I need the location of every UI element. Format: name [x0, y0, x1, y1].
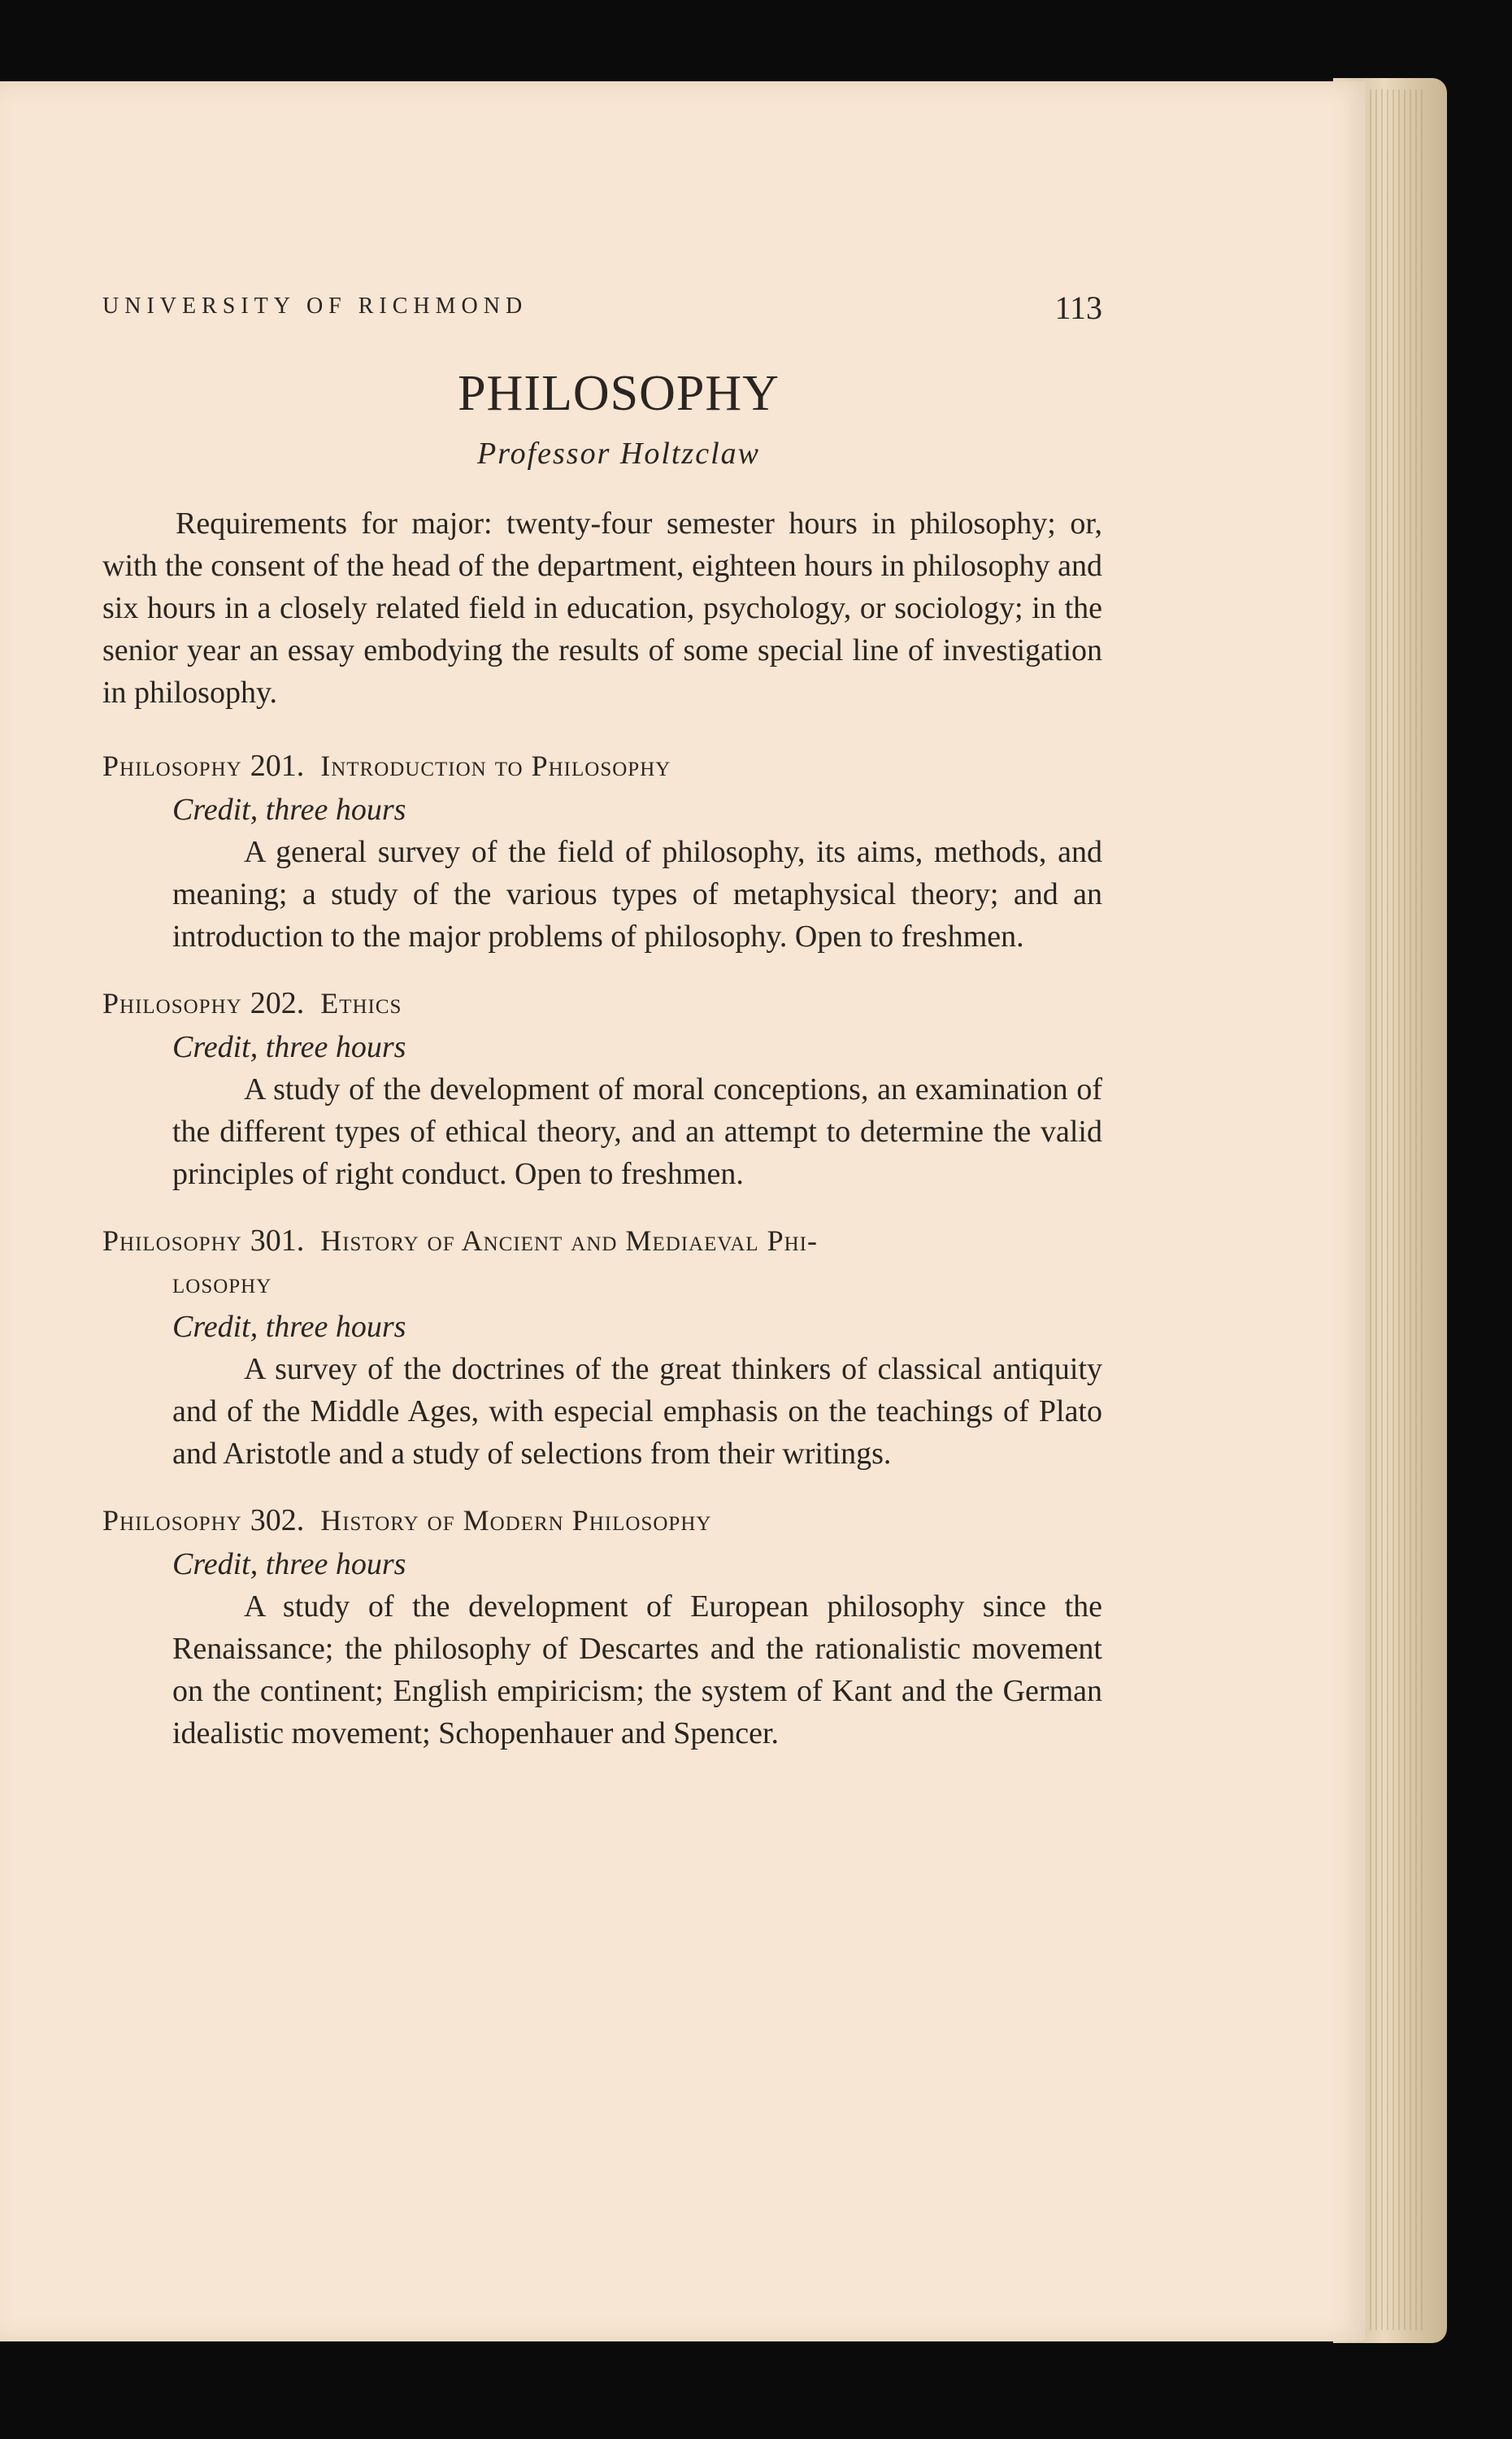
course-description: A general survey of the field of philosophy, its aims, methods, and meaning; a study of the various types of metaphysical theory; and an introduction to the major problems of philosophy. Open to freshmen.: [172, 835, 1102, 954]
course-label: Philosophy: [102, 1504, 242, 1537]
page-number: 113: [1054, 289, 1102, 326]
section-title: PHILOSOPHY: [458, 366, 780, 421]
course-title: Introduction to Philosophy: [320, 750, 671, 783]
course-title: History of Ancient and Mediaeval Phi-: [320, 1224, 818, 1258]
running-head: [102, 289, 1102, 337]
course-heading: [102, 745, 1102, 787]
course-number: 201.: [250, 749, 305, 784]
course-label: Philosophy: [102, 750, 242, 783]
course-number: 302.: [250, 1503, 305, 1538]
course-credit: Credit, three hours: [172, 793, 406, 828]
course-description: A study of the development of moral conceptions, an examination of the different types of ethical theory, and an attempt to determine the valid principles of right conduct. Open to freshmen.: [172, 1072, 1102, 1192]
course-number: 202.: [250, 986, 305, 1021]
course-number: 301.: [250, 1224, 305, 1259]
course-philosophy-302: [102, 1499, 1102, 1754]
course-label: Philosophy: [102, 987, 242, 1020]
professor-name: Professor Holtzclaw: [477, 437, 760, 472]
course-label: Philosophy: [102, 1224, 242, 1258]
course-heading: [102, 1499, 1102, 1541]
course-description: A survey of the doctrines of the great thinkers of classical antiquity and of the Middle Ages, with especial emphasis on the teachings of Plato and Aristotle and a study of selections from their writings.: [172, 1352, 1102, 1472]
course-title: History of Modern Philosophy: [320, 1504, 712, 1537]
course-title: Ethics: [320, 987, 402, 1020]
course-heading: [102, 982, 1102, 1024]
course-description: A study of the development of European philosophy since the Renaissance; the philosophy of Descartes and the rationalistic movement on the continent; English empiricism; the system of Kant and the German idealistic movement; Schopenhauer and Spencer.: [172, 1589, 1102, 1751]
course-philosophy-201: [102, 745, 1102, 958]
course-title-continued: losophy: [172, 1267, 272, 1300]
page-body: [102, 366, 1102, 1754]
course-credit: Credit, three hours: [172, 1030, 406, 1065]
course-philosophy-301: [102, 1220, 1102, 1475]
course-credit: Credit, three hours: [172, 1310, 406, 1345]
course-philosophy-202: [102, 982, 1102, 1195]
major-requirements: Requirements for major: twenty-four semester hours in philosophy; or, with the consent of the head of the department, eighteen hours in philosophy and six hours in a closely related field in education, psychology, or sociology; in the senior year an essay embodying the results of some special line of investigation in philosophy.: [102, 506, 1102, 711]
running-title: UNIVERSITY OF RICHMOND: [102, 293, 528, 319]
course-credit: Credit, three hours: [172, 1547, 406, 1582]
course-heading: [102, 1220, 1102, 1304]
